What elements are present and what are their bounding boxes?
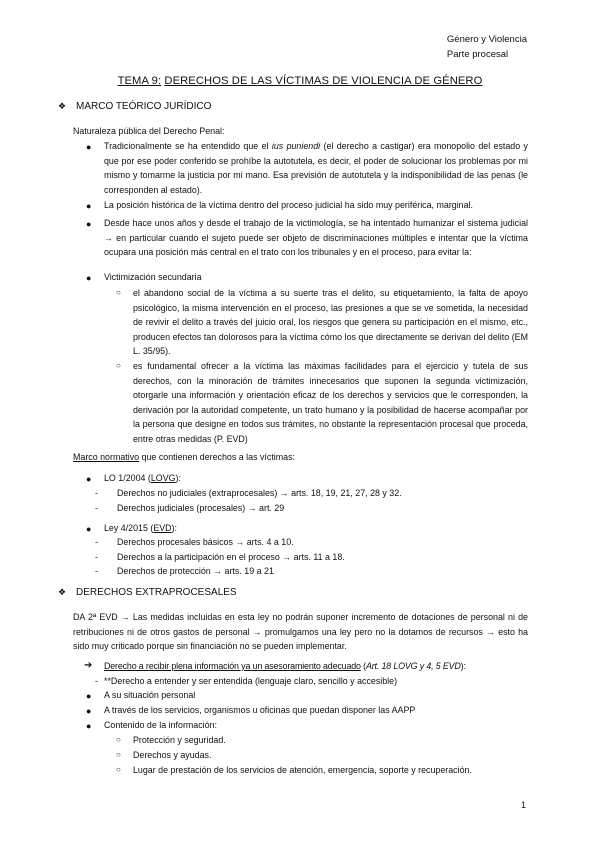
dash-icon: - (95, 488, 98, 498)
section-heading-extraprocesales (58, 587, 237, 598)
arrow-bullet-icon: ➔ (84, 660, 93, 671)
dash-icon: - (95, 676, 98, 686)
info-bullet-1: A su situación personal (104, 690, 196, 700)
bullet-victimizacion: Victimización secundaria (104, 272, 202, 282)
circle-item-1: Protección y seguridad. (133, 735, 226, 745)
sub-abandono: el abandono social de la víctima a su suerte tras el delito, su etiquetamiento, la falta de apoyo psicológico, la misma intervención en el proceso, las presiones a que se ve sometida, la necesidad de revivir el delito a través del juicio oral, los riesgos que genera su participación en el mismo, etc., producen efectos tan dolorosos para la víctima cómo los que directamente se derivan del delito (EM L. 35/95). (133, 288, 528, 357)
bullet-dot-icon: ● (86, 201, 92, 211)
dash-icon: - (95, 566, 98, 576)
bullet-dot-icon: ● (86, 142, 92, 152)
page-title (0, 75, 600, 87)
evd-item-2: Derechos a la participación en el proceso → arts. 11 a 18. (117, 552, 345, 562)
lovg-item-1: Derechos no judiciales (extraprocesales) → arts. 18, 19, 21, 27, 28 y 32. (117, 488, 402, 498)
dash-icon: - (95, 503, 98, 513)
bullet-dot-icon: ● (86, 706, 92, 716)
bullet-victimologia: Desde hace unos años y desde el trabajo de la victimología, se ha intentado humanizar el sistema judicial → en particular cuando el sujeto puede ser objeto de discriminaciones múltiples e intentar que la víctima ocupara una posición más central en el trato con los tribunales y en el proceso, para evitar la: (104, 218, 528, 258)
info-bullet-3: Contenido de la información: (104, 720, 217, 730)
law-lovg: LO 1/2004 (LOVG): (104, 473, 181, 483)
header-subject: Género y Violencia (446, 34, 527, 45)
section-heading-text: DERECHOS EXTRAPROCESALES (76, 587, 237, 598)
section-heading-marco (58, 101, 211, 112)
circle-item-2: Derechos y ayudas. (133, 750, 212, 760)
bullet-dot-icon: ● (86, 691, 92, 701)
circle-bullet-icon: ○ (116, 750, 121, 759)
bullet-dot-icon: ● (86, 721, 92, 731)
lovg-item-2: Derechos judiciales (procesales) → art. 29 (117, 503, 285, 513)
da-paragraph: DA 2ª EVD → Las medidas incluidas en esta ley no podrán suponer incremento de dotaciones de personal ni de retribuciones ni de otros gastos de personal → promulgamos una ley pero no la dotamos de recursos → esto ha sido muy criticado porque sin financiación no se pueden implementar. (73, 612, 528, 652)
derecho-informacion: Derecho a recibir plena información ya un asesoramiento adecuado (Art. 18 LOVG y 4, 5 EVD): (104, 661, 466, 671)
bullet-posicion-historica: La posición histórica de la víctima dentro del proceso judicial ha sido muy periférica, marginal. (104, 200, 473, 210)
law-evd: Ley 4/2015 (EVD): (104, 523, 178, 533)
bullet-dot-icon: ● (86, 273, 92, 283)
circle-bullet-icon: ○ (116, 735, 121, 744)
bullet-ius-puniendi: Tradicionalmente se ha entendido que el ius puniendi (el derecho a castigar) era monopolio del estado y que por ese poder conferido se prohíbe la autotutela, es decir, el poder de solucionar los problemas por mi mismo y tomarme la justicia por mi mano. Esa previsión de autotutela y la indisponibilidad de las penas (le corresponden al estado). (104, 141, 528, 195)
bullet-dot-icon: ● (86, 219, 92, 229)
circle-bullet-icon: ○ (116, 288, 121, 297)
dash-icon: - (95, 552, 98, 562)
bullet-dot-icon: ● (86, 524, 92, 534)
diamond-bullet-icon: ❖ (58, 587, 67, 597)
page-number: 1 (520, 800, 526, 810)
dash-icon: - (95, 537, 98, 547)
circle-item-3: Lugar de prestación de los servicios de atención, emergencia, soporte y recuperación. (133, 765, 472, 775)
info-bullet-2: A través de los servicios, organismos u oficinas que puedan disponer las AAPP (104, 705, 416, 715)
header-part: Parte procesal (446, 49, 509, 60)
sub-facilidades: es fundamental ofrecer a la víctima las máximas facilidades para el ejercicio y tutela de sus derechos, con la minoración de trámites innecesarios que suponen la segunda victimización, otorgarle una información y orientación eficaz de los derechos y servicios que le corresponden, la derivación por la autoridad competente, un trato humano y la posibilidad de hacerse acompañar por la persona que designe en todos sus trámites, no obstante la representación procesal que proceda, entre otras medidas (P. EVD) (133, 361, 528, 444)
marco-normativo: Marco normativo que contienen derechos a las víctimas: (73, 452, 295, 462)
title-prefix: TEMA 9: (117, 75, 162, 87)
running-header (447, 32, 527, 62)
title-text: DERECHOS DE LAS VÍCTIMAS DE VIOLENCIA DE GÉNERO (164, 75, 483, 87)
intro-text: Naturaleza pública del Derecho Penal: (73, 126, 225, 136)
evd-item-3: Derechos de protección → arts. 19 a 21 (117, 566, 274, 576)
bullet-dot-icon: ● (86, 474, 92, 484)
section-heading-text: MARCO TEÓRICO JURÍDICO (76, 101, 212, 112)
dash-item: **Derecho a entender y ser entendida (lenguaje claro, sencillo y accesible) (104, 676, 398, 686)
circle-bullet-icon: ○ (116, 765, 121, 774)
circle-bullet-icon: ○ (116, 361, 121, 370)
evd-item-1: Derechos procesales básicos → arts. 4 a 10. (117, 537, 294, 547)
diamond-bullet-icon: ❖ (58, 101, 67, 111)
